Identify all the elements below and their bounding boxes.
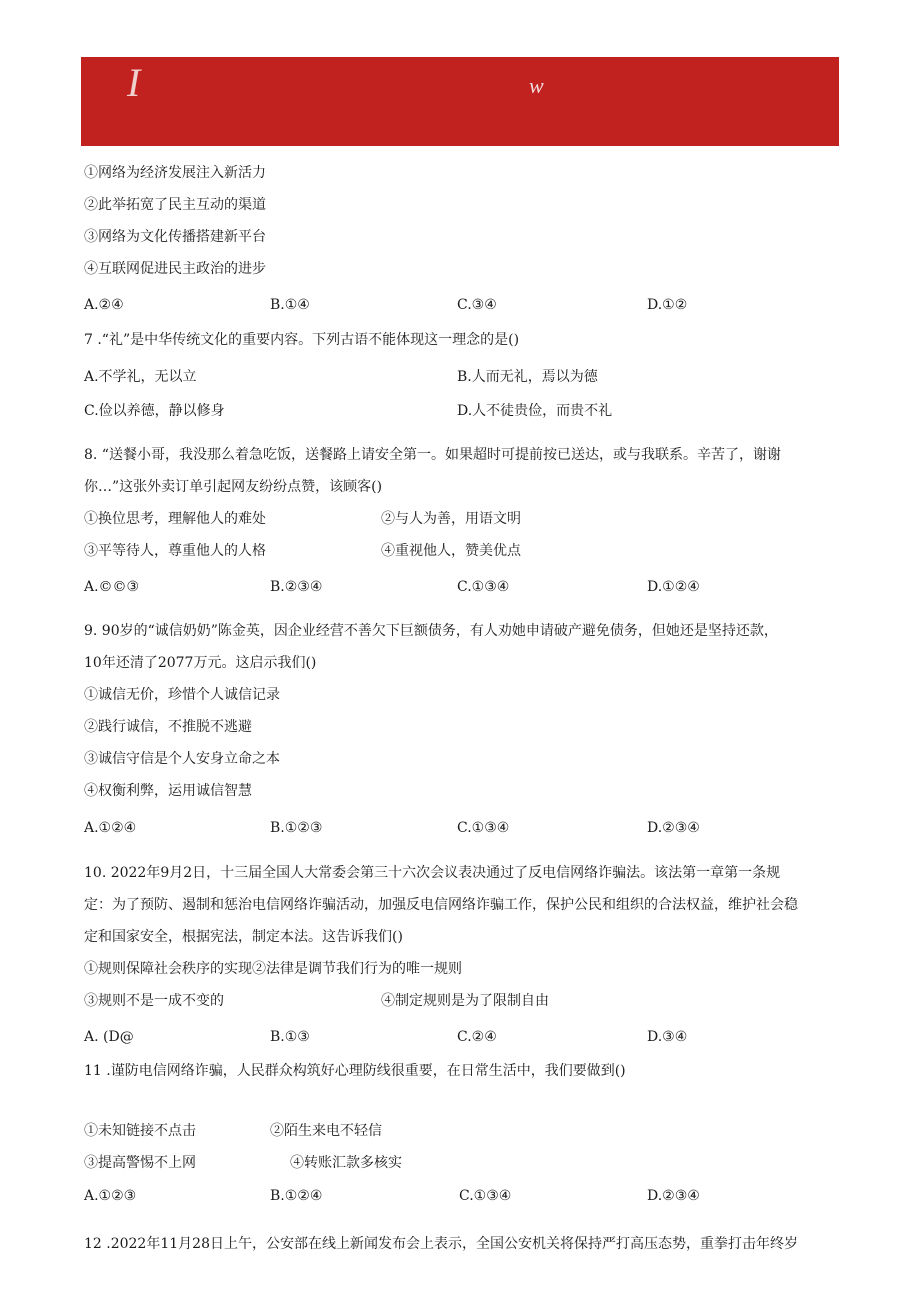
q8-statement-1: ①换位思考，理解他人的难处 — [84, 511, 266, 527]
header-banner — [81, 57, 839, 146]
q10-option-a: A. (D@ — [84, 1029, 134, 1045]
q8-stem-line-2: 你…”这张外卖订单引起网友纷纷点赞，该顾客() — [84, 479, 383, 495]
q10-statement-3: ③规则不是一成不变的 — [84, 993, 224, 1009]
q11-statement-4: ④转账汇款多核实 — [290, 1155, 402, 1171]
q10-statement-1-2: ①规则保障社会秩序的实现②法律是调节我们行为的唯一规则 — [84, 961, 462, 977]
q11-statement-2: ②陌生来电不轻信 — [270, 1123, 382, 1139]
q10-stem-line-2: 定：为了预防、遏制和惩治电信网络诈骗活动，加强反电信网络诈骗工作，保护公民和组织的合法权益，维护社会稳 — [84, 897, 798, 913]
q8-statement-3: ③平等待人，尊重他人的人格 — [84, 543, 266, 559]
q11-option-c: C.①③④ — [459, 1188, 512, 1204]
q11-option-b: B.①②④ — [270, 1188, 323, 1204]
q7-option-c: C.俭以养德，静以修身 — [84, 403, 225, 419]
q9-stem-line-1: 9. 90岁的“诚信奶奶”陈金英，因企业经营不善欠下巨额债务，有人劝她申请破产避免债务，但她还是坚持还款， — [84, 623, 778, 639]
q7-option-d: D.人不徒贵俭，而贵不礼 — [457, 403, 613, 419]
q7-option-a: A.不学礼，无以立 — [84, 369, 197, 385]
q9-stem-line-2: 10年还清了2077万元。这启示我们() — [84, 655, 317, 671]
q10-option-b: B.①③ — [270, 1029, 310, 1045]
q6-statement-4: ④互联网促进民主政治的进步 — [84, 261, 266, 277]
banner-mark-left: I — [127, 60, 141, 105]
q8-option-d: D.①②④ — [647, 579, 700, 595]
q9-option-c: C.①③④ — [457, 820, 510, 836]
q9-option-d: D.②③④ — [647, 820, 700, 836]
q10-stem-line-1: 10. 2022年9月2日，十三届全国人大常委会第三十六次会议表决通过了反电信网络诈骗法。该法第一章第一条规 — [84, 865, 781, 881]
q9-option-b: B.①②③ — [270, 820, 323, 836]
q8-statement-4: ④重视他人，赞美优点 — [381, 543, 521, 559]
banner-mark-right: w — [529, 73, 544, 98]
q11-stem: 11 .谨防电信网络诈骗，人民群众构筑好心理防线很重要，在日常生活中，我们要做到() — [84, 1063, 626, 1079]
q6-statement-3: ③网络为文化传播搭建新平台 — [84, 229, 266, 245]
q6-statement-2: ②此举拓宽了民主互动的渠道 — [84, 197, 266, 213]
q9-statement-4: ④权衡利弊，运用诚信智慧 — [84, 783, 252, 799]
q8-option-a: A.©©③ — [84, 579, 140, 595]
q9-statement-2: ②践行诚信，不推脱不逃避 — [84, 719, 252, 735]
q8-option-c: C.①③④ — [457, 579, 510, 595]
q11-option-a: A.①②③ — [84, 1188, 137, 1204]
q10-option-c: C.②④ — [457, 1029, 497, 1045]
q8-stem-line-1: 8. “送餐小哥，我没那么着急吃饭，送餐路上请安全第一。如果超时可提前按已送达，或与我联系。辛苦了，谢谢 — [84, 447, 781, 463]
q8-option-b: B.②③④ — [270, 579, 323, 595]
q10-option-d: D.③④ — [647, 1029, 688, 1045]
q11-option-d: D.②③④ — [647, 1188, 700, 1204]
q7-option-b: B.人而无礼，焉以为德 — [457, 369, 598, 385]
q11-statement-3: ③提高警惕不上网 — [84, 1155, 196, 1171]
q6-option-c: C.③④ — [457, 297, 497, 313]
q6-option-b: B.①④ — [270, 297, 310, 313]
q10-statement-4: ④制定规则是为了限制自由 — [381, 993, 549, 1009]
q9-statement-3: ③诚信守信是个人安身立命之本 — [84, 751, 280, 767]
q8-statement-2: ②与人为善，用语文明 — [381, 511, 521, 527]
q9-statement-1: ①诚信无价，珍惜个人诚信记录 — [84, 687, 280, 703]
q7-stem: 7 .“礼”是中华传统文化的重要内容。下列古语不能体现这一理念的是() — [84, 332, 520, 348]
q10-stem-line-3: 定和国家安全，根据宪法，制定本法。这告诉我们() — [84, 929, 403, 945]
q11-statement-1: ①未知链接不点击 — [84, 1123, 196, 1139]
q6-statement-1: ①网络为经济发展注入新活力 — [84, 165, 266, 181]
q6-option-a: A.②④ — [84, 297, 124, 313]
q12-stem: 12 .2022年11月28日上午，公安部在线上新闻发布会上表示，全国公安机关将保持严打高压态势，重拳打击年终岁 — [84, 1236, 798, 1252]
q6-option-d: D.①② — [647, 297, 688, 313]
q9-option-a: A.①②④ — [84, 820, 137, 836]
